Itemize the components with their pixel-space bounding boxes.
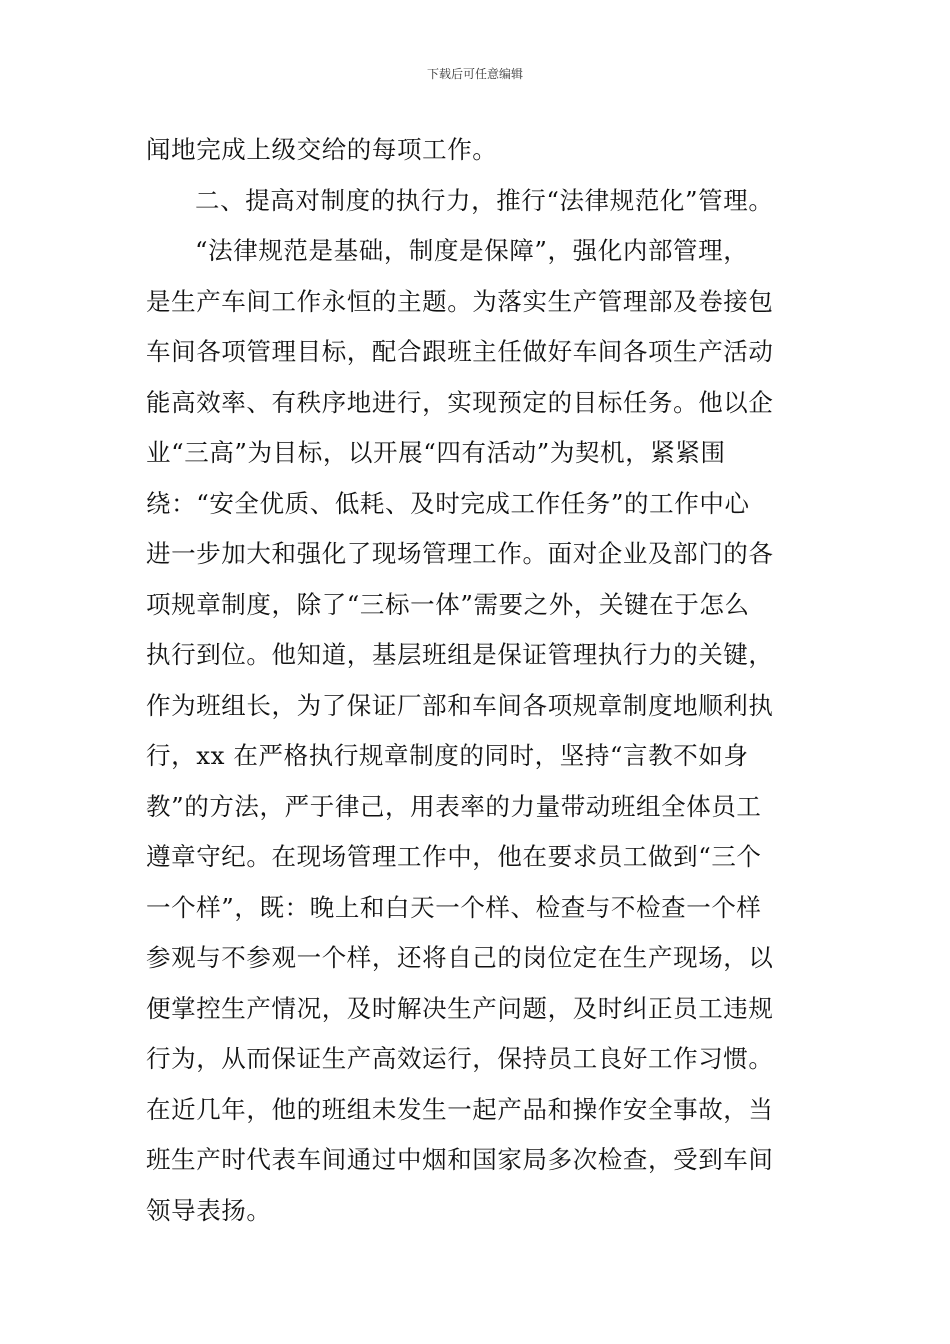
text-line: 车间各项管理目标，配合跟班主任做好车间各项生产活动 <box>146 337 774 366</box>
text-line: 在近几年，他的班组未发生一起产品和操作安全事故，当 <box>146 1094 774 1124</box>
section-heading: 二、提高对制度的执行力，推行“法律规范化”管理。 <box>195 185 774 215</box>
document-body <box>146 125 810 1236</box>
page-header: 下载后可任意编辑 <box>426 67 523 81</box>
text-line: 行为，从而保证生产高效运行，保持员工良好工作习惯。 <box>146 1044 774 1073</box>
text-line: 遵章守纪。在现场管理工作中，他在要求员工做到“三个 <box>146 842 762 871</box>
text-line: “法律规范是基础，制度是保障”，强化内部管理， <box>195 236 749 265</box>
text-line: 领导表扬。 <box>146 1195 272 1225</box>
text-line: 业“三高”为目标，以开展“四有活动”为契机，紧紧围 <box>146 438 726 467</box>
text-line: 进一步加大和强化了现场管理工作。面对企业及部门的各 <box>146 539 774 568</box>
text-line: 便掌控生产情况，及时解决生产问题，及时纠正员工违规 <box>146 993 774 1023</box>
text-line: 教”的方法，严于律己，用表率的力量带动班组全体员工 <box>146 791 762 821</box>
text-line: 能高效率、有秩序地进行，实现预定的目标任务。他以企 <box>146 387 774 417</box>
text-line: 项规章制度，除了“三标一体”需要之外，关键在于怎么 <box>146 589 750 619</box>
text-line: 参观与不参观一个样，还将自己的岗位定在生产现场，以 <box>146 943 774 972</box>
text-line: 闻地完成上级交给的每项工作。 <box>146 135 498 164</box>
text-line: 班生产时代表车间通过中烟和国家局多次检查，受到车间 <box>146 1145 774 1174</box>
text-line: 是生产车间工作永恒的主题。为落实生产管理部及卷接包 <box>146 286 774 316</box>
text-line: 作为班组长，为了保证厂部和车间各项规章制度地顺利执 <box>146 690 774 720</box>
text-line: 绕：“安全优质、低耗、及时完成工作任务”的工作中心 <box>146 488 750 518</box>
text-line: 执行到位。他知道，基层班组是保证管理执行力的关键， <box>146 640 774 669</box>
text-line: 行，xx 在严格执行规章制度的同时，坚持“言教不如身 <box>146 741 749 770</box>
text-line: 一个样”，既：晚上和白天一个样、检查与不检查一个样 <box>146 892 762 922</box>
